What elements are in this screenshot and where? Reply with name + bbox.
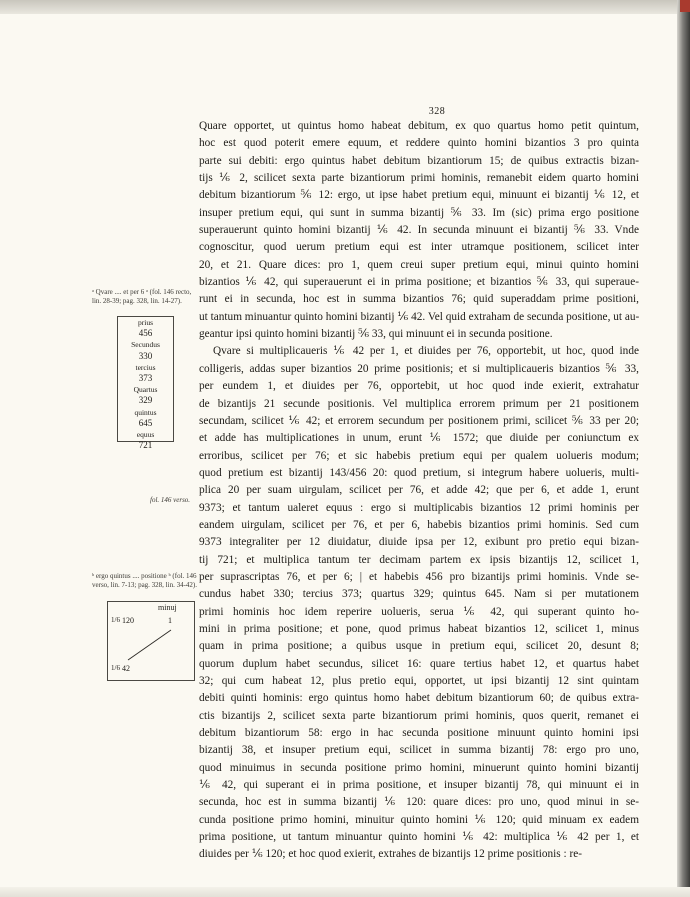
text-line: bizantios ⅙ 42, qui superauerunt ei in prima positione; et bizantios ⅚ 33, qui superaue- bbox=[199, 276, 639, 289]
text-line: eandem uirgulam, scilicet per 76, et per 6, habebis bizantios primi hominis. Sed cum bbox=[199, 518, 639, 531]
diagram-header: minuj bbox=[158, 603, 177, 612]
text-line: hoc est quod poterit emere equum, et reddere quinto homini bizantios 3 pro quinta bbox=[199, 137, 639, 150]
scan-top-edge bbox=[0, 0, 690, 14]
text-line: diuides per ⅙ 120; et hoc quod exierit, extrahes de bizantijs 12 prime positionis : re- bbox=[199, 848, 583, 861]
table-label: Secundus bbox=[131, 340, 160, 350]
text-line: 32; qui cum habeat 12, plus pretio equi, opportet, ut ipsi bizantij 12 sint quintam bbox=[199, 675, 639, 687]
text-line: 9373; et tantum ualeret equus : ergo si multiplicabis bizantios 12 primi hominis per bbox=[199, 501, 639, 514]
margin-diagram bbox=[107, 601, 195, 681]
margin-note-folio: fol. 146 verso. bbox=[150, 496, 191, 504]
text-line: tijs ⅙ 2, scilicet sexta parte bizantiorum primi hominis, remanebit eidem quarto homini bbox=[199, 172, 639, 185]
diagram-bottom-left-fraction: 1/6 bbox=[111, 664, 120, 672]
table-value: 373 bbox=[138, 373, 153, 384]
table-value: 645 bbox=[138, 417, 153, 428]
text-line: et adde has multiplicationes in unum, erunt ⅙ 1572; que diuide per coniunctum ex bbox=[199, 432, 639, 445]
text-line: Quare opportet, ut quintus homo habeat debitum, ex quo quartus homo petit quintum, bbox=[199, 120, 639, 132]
table-value: 329 bbox=[138, 395, 153, 406]
text-line: cognoscitur, quod uerum pretium equi est inter utramque positionem, scilicet inter bbox=[199, 241, 639, 254]
page-number: 328 bbox=[428, 106, 446, 117]
text-line: secunda, hoc est in summa bizantij ⅙ 120: quare dices: pro uno, quod minui in se- bbox=[199, 796, 639, 809]
diagram-top-right-value: 1 bbox=[168, 616, 172, 625]
text-line: cunda positione primo homini, minuitur quinto homini ⅙ 120; quid minuam ex eadem bbox=[199, 813, 639, 826]
margin-table bbox=[117, 316, 174, 451]
text-line: erroribus, scilicet per 76; et sic habebis pretium equi per qualem uolueris modum; bbox=[199, 449, 639, 462]
text-line: debitum bizantiorum ⅚ 12: ergo, ut ipse habet pretium equi, minuunt ei bizantij ⅙ 12, et bbox=[199, 189, 639, 202]
text-line: quam in prima positione; a quibus usque in pretium equi, scilicet 20, desunt 8; bbox=[199, 640, 639, 653]
text-line: insuper pretium equi, qui sunt in summa bizantij ⅚ 33. Im (sic) prima ergo positione bbox=[199, 206, 639, 219]
text-line: superauerunt quinto homini bizantij ⅙ 42. In secunda minuunt ei bizantij ⅚ 33. Vnde bbox=[199, 224, 639, 237]
text-line: cundus habet 330; tercius 373; quartus 329; quintus 645. Nam si per mutationem bbox=[199, 588, 639, 601]
text-line: tij 721; et multiplica tantum ter decimam partem ex ipsis bizantijs 12, scilicet 1, bbox=[199, 553, 639, 566]
text-line: ctis bizantijs 2, scilicet sexta parte bizantiorum primi hominis, quos querit, remanet ei bbox=[199, 709, 639, 722]
text-line: ⅙ 42, qui superant ei in prima positione, et insuper bizantij 78, qui minuunt ei in bbox=[199, 779, 639, 792]
text-line: primi hominis hoc idem reperire uolueris, serua ⅙ 42, qui superant quinto ho- bbox=[199, 605, 639, 618]
text-line: runt ei in secunda, hoc est in summa bizantios 76; quid superaddam prime positioni, bbox=[199, 293, 639, 306]
diagram-bottom-left-value: 42 bbox=[122, 664, 130, 673]
diagram-top-left-fraction: 1/6 bbox=[111, 616, 120, 624]
table-label: equus bbox=[136, 430, 155, 440]
text-line: geantur ipsi quinto homini bizantij ⅚ 33, qui minuunt ei in secunda positione. bbox=[199, 328, 553, 341]
text-line: 20, et 21. Quare dices: pro 1, quem creui super pretium equi, minui quinto homini bbox=[199, 258, 639, 271]
scan-right-edge bbox=[677, 0, 690, 897]
text-line: quorum duplum habet secundus, silicet 16: quare tertius habet 12, et quartus habet bbox=[199, 657, 639, 670]
table-value: 330 bbox=[138, 350, 153, 361]
table-label: prius bbox=[138, 318, 153, 327]
text-line: colligeris, addas super bizantios 20 prime positionis; et si multiplicaueris bizantios ⅚ 33, bbox=[199, 362, 639, 375]
text-line: quod minuimus in secunda positione primo homini, minuerunt quinto homini bizantij bbox=[199, 761, 639, 774]
corner-bookmark-tab bbox=[680, 0, 690, 12]
text-line: mini in prima positione; et pone, quod primus habeat bizantios 12, scilicet 1, minus bbox=[199, 622, 639, 635]
text-line: per eundem 1, et diuides per 76, opportebit, ut hoc quod inde exierit, extrahatur bbox=[199, 380, 639, 393]
diagram-connecting-line bbox=[108, 602, 194, 680]
text-line: quod pretium est bizantij 143/456 20: quod pretium, si integrum habere uolueris, multi- bbox=[199, 466, 639, 479]
table-value: 456 bbox=[138, 328, 153, 339]
text-line: per suprascriptas 76, et per 6; | et habebis 456 pro bizantijs primi hominis. Vnde se- bbox=[199, 570, 639, 583]
text-line: debitum bizantiorum 58: ergo in hac secunda positione minuunt quinto homini ipsi bbox=[199, 727, 639, 740]
diagram-top-left-value: 120 bbox=[122, 616, 134, 625]
scan-bottom-edge bbox=[0, 887, 690, 897]
text-line: debiti quinti hominis: ergo quintus homo habet debitum bizantiorum 60; de quibus extra- bbox=[199, 692, 639, 705]
text-line: 9373 integraliter per 12 diuidatur, diuide ipsa per 12, exibunt pro pretio equi bizan- bbox=[199, 536, 639, 549]
text-line: bizantij 38, et insuper pretium equi, scilicet in summa bizantij 78: ergo pro uno, bbox=[199, 744, 639, 757]
text-line: Qvare si multiplicaueris ⅙ 42 per 1, et diuides per 76, opportebit, ut hoc, quod inde bbox=[213, 345, 639, 358]
text-line: prima positione, ut tantum minuantur quinto homini ⅙ 42: multiplica ⅙ 42 per 1, et bbox=[199, 831, 639, 844]
margin-note-1: ᵃ Qvare .... et per 6 ᵃ (fol. 146 recto, lin. 28-39; pag. 328, lin. 14-27). bbox=[92, 288, 192, 305]
text-line: parte sui debiti: ergo quintus habet debitum bizantiorum 15; de quibus extractis bizan- bbox=[199, 154, 639, 167]
table-value: 721 bbox=[138, 440, 153, 451]
main-text-block bbox=[199, 118, 639, 864]
table-label: quintus bbox=[134, 407, 157, 417]
table-label: tercius bbox=[135, 362, 156, 372]
margin-note-2: ᵇ ergo quintus .... positione ᵇ (fol. 146 verso, lin. 7-13; pag. 328, lin. 34-42). bbox=[92, 572, 197, 589]
text-line: ut tantum minuantur quinto homini bizantij ⅙ 42. Vel quid extraham de secunda positione, ut au- bbox=[199, 310, 639, 323]
table-label: Quartus bbox=[133, 385, 158, 395]
text-line: de bizantijs 21 secunde positionis. Vel multiplica errorem primum per 21 positionem bbox=[199, 397, 639, 410]
text-line: secundam, scilicet ⅙ 42; et errorem secundum per positionem primi, scilicet ⅚ 33 per 20; bbox=[199, 414, 639, 427]
text-line: plica 20 per suam uirgulam, scilicet per 76, et adde 42; que per 6, et adde 1, erunt bbox=[199, 484, 639, 497]
